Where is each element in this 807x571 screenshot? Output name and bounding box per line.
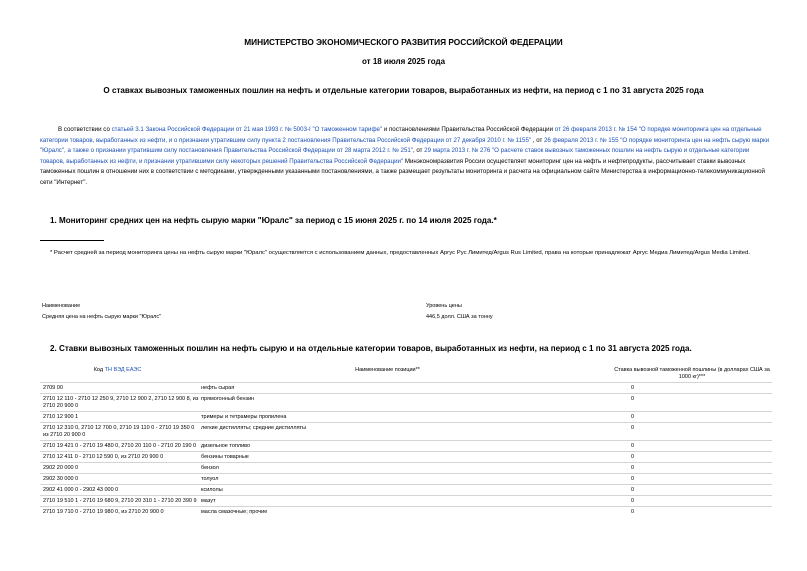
section2-heading: 2. Ставки вывозных таможенных пошлин на нефть сырую и на отдельные категории товаров, выработанных из нефти, на период с 1 по 31 августа 2025 года. [50, 344, 692, 353]
table-row [40, 451, 772, 462]
intro-text-3: , от [531, 136, 544, 144]
tnved-link[interactable]: ТН ВЭД ЕАЭС [104, 367, 142, 373]
decree-155-link[interactable]: 26 февраля 2013 г. № 155 "О порядке мониторинга цен на нефть сырую марки "Юралс", а также о признании утратившим силу постановления Правительства Российской Федерации от 28 марта 2012 г. № 251" [40, 136, 770, 155]
row-name: масла смазочные; прочие [201, 508, 268, 515]
table-row [40, 495, 772, 506]
row-name: ксилолы [201, 486, 223, 493]
code-header-prefix: Код [93, 367, 105, 373]
row-code: 2710 19 510 1 - 2710 19 680 9, 2710 20 310 1 - 2710 20 390 9 [43, 497, 197, 504]
duty-table-header-rate: Ставка вывозной таможенной пошлины (в долларах США за 1000 кг)*** [614, 367, 770, 380]
table-row [40, 484, 772, 495]
price-table-header-name: Наименование [42, 303, 81, 309]
row-name: нефть сырая [201, 384, 235, 391]
table-row [40, 393, 772, 411]
decree-154-link[interactable]: от 26 февраля 2013 г. № 154 "О порядке мониторинга цен на отдельные категории товаров, выработанных из нефти, и о признании утратившим силу пункта 2 постановления Правительства Российской Федерации от 27 декабря 2010 г. № 1155" [40, 126, 762, 144]
row-name: мазут [201, 497, 216, 504]
row-name: прямогонный бензин [201, 395, 255, 402]
table-row [40, 440, 772, 451]
row-code: 2710 12 110 - 2710 12 250 9, 2710 12 900 2, 2710 12 900 8, из 2710 20 900 0 [43, 395, 199, 409]
section1-heading: 1. Мониторинг средних цен на нефть сырую марки "Юралс" за период с 15 июня 2025 г. по 14 июля 2025 года.* [50, 216, 497, 225]
row-code: 2710 12 900 1 [43, 413, 79, 420]
decree-276-link[interactable]: 29 марта 2013 г. № 276 "О расчете ставок вывозных таможенных пошлин на нефть сырую и отдельные категории товаров, выработанных из нефти, и признании утратившими силу некоторых решений Правительства Российской Федерации" [40, 147, 750, 165]
intro-text-1: В соответствии со [58, 126, 112, 133]
intro-text-5: Минэкономразвития России осуществляет мониторинг цен на нефть и нефтепродукты, рассчитывает ставки вывозных таможенных пошлин в отношении них в соответствии с методиками, утвержденными указанными постановлениями, а также размещает результаты мониторинга и расчета на официальном сайте Министерства в информационно-телекоммуникационной сети "Интернет". [40, 157, 765, 186]
row-rate: 0 [631, 384, 635, 391]
row-code: 2710 12 411 0 - 2710 12 590 0, из 2710 20 900 0 [43, 453, 164, 460]
row-name: толуол [201, 475, 219, 482]
table-row [40, 462, 772, 473]
row-code: 2710 12 310 0, 2710 12 700 0, 2710 19 110 0 - 2710 19 350 0 из 2710 20 900 0 [43, 424, 195, 438]
row-name: бензол [201, 464, 219, 471]
duty-table [40, 382, 772, 517]
intro-text-2: и постановлениями Правительства Российской Федерации [382, 126, 555, 133]
duty-table-header-position: Наименование позиции** [355, 367, 420, 373]
row-code: 2710 19 421 0 - 2710 19 480 0, 2710 20 110 0 - 2710 20 190 0 [43, 442, 197, 449]
intro-paragraph [40, 125, 770, 189]
row-rate: 0 [631, 424, 635, 431]
price-table-row-value: 446,5 долл. США за тонну [426, 314, 493, 320]
row-rate: 0 [631, 442, 635, 449]
footnote-divider [40, 240, 104, 241]
row-name: дизельное топливо [201, 442, 251, 449]
table-row [40, 411, 772, 422]
row-rate: 0 [631, 395, 635, 402]
row-rate: 0 [631, 497, 635, 504]
row-name: бензины товарные [201, 453, 249, 460]
price-table-row-name: Средняя цена на нефть сырую марки "Юралс" [42, 314, 162, 320]
row-rate: 0 [631, 508, 635, 515]
law-5003-link[interactable]: статьей 3.1 Закона Российской Федерации от 21 мая 1993 г. № 5003-I "О таможенном тарифе" [111, 126, 383, 133]
intro-text-4: , от [412, 147, 425, 155]
row-code: 2902 20 000 0 [43, 464, 79, 471]
table-row [40, 422, 772, 440]
row-code: 2710 19 710 0 - 2710 19 980 0, из 2710 20 900 0 [43, 508, 164, 515]
footnote: * Расчет средней за период мониторинга цены на нефть сырую марки "Юралс" осуществляется с использованием данных, предоставленных Аргус Рус Лимитед/Argus Rus Limited, права на которые принадлежат Аргус Медиа Лимитед/Argus Media Limited. [50, 250, 750, 256]
document-date: от 18 июля 2025 года [361, 57, 446, 66]
row-code: 2902 30 000 0 [43, 475, 79, 482]
row-code: 2902 41 000 0 - 2902 43 000 0 [43, 486, 119, 493]
table-row [40, 473, 772, 484]
price-table-header-value: Уровень цены [426, 303, 462, 309]
ministry-name: МИНИСТЕРСТВО ЭКОНОМИЧЕСКОГО РАЗВИТИЯ РОССИЙСКОЙ ФЕДЕРАЦИИ [244, 37, 563, 47]
table-row [40, 382, 772, 393]
row-name: легкие дистилляты; средние дистилляты [201, 424, 307, 431]
row-rate: 0 [631, 453, 635, 460]
row-rate: 0 [631, 413, 635, 420]
duty-table-header-code [40, 367, 195, 374]
row-rate: 0 [631, 486, 635, 493]
document-title: О ставках вывозных таможенных пошлин на нефть и отдельные категории товаров, выработанных из нефти, на период с 1 по 31 августа 2025 года [103, 86, 704, 95]
row-rate: 0 [631, 475, 635, 482]
row-name: тримеры и тетрамеры пропилена [201, 413, 287, 420]
table-row [40, 506, 772, 517]
row-rate: 0 [631, 464, 635, 471]
row-code: 2709 00 [43, 384, 63, 391]
